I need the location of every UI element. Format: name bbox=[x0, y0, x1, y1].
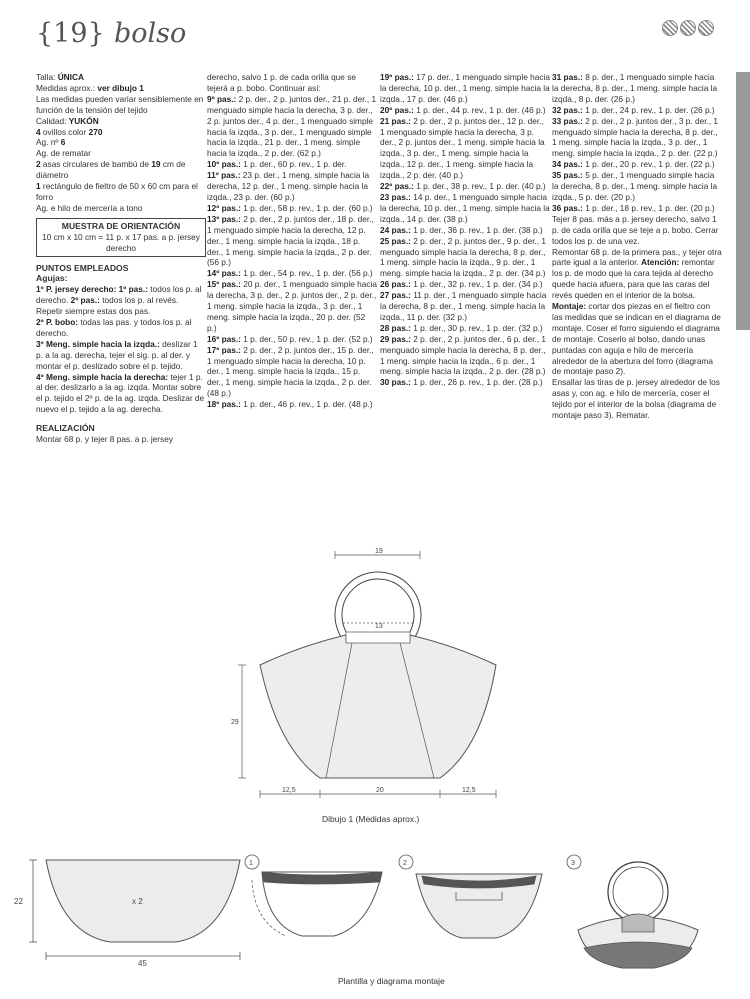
row-instruction: 36 pas.: 1 p. der., 18 p. rev., 1 p. der. (20 p.) bbox=[552, 202, 715, 213]
template-height-label: 22 bbox=[14, 897, 23, 906]
yarn-ball-icon bbox=[680, 20, 696, 36]
gauge-box bbox=[36, 218, 206, 257]
row-instruction: 23 pas.: 14 p. der., 1 menguado simple hacia la derecha, 10 p. der., 1 meng. simple hacia la izqda., 14 p. der. (38 p.) bbox=[380, 191, 550, 224]
stitch-3: 3º Meng. simple hacia la izqda.: deslizar 1 p. a la ag. derecha, tejer el sig. p. al der. y montar el p. deslizado sobre el p. tejido. bbox=[36, 338, 198, 371]
column-rows-a bbox=[207, 72, 377, 410]
step1-label: 1 bbox=[249, 860, 253, 867]
stitch-4: 4º Meng. simple hacia la derecha: tejer 1 p. al der. deslizarlo a la ag. izqda. Montar sobre el p. tejido el 2º p. de la ag. izqda. Deslizar de nuevo el p. tejido a la ag. derecha. bbox=[36, 371, 205, 415]
template-diagram bbox=[14, 852, 718, 974]
second-part-instruction: Remontar 68 p. de la primera pas., y tejer otra parte igual a la anterior. Atención: remontar los p. de modo que la cara tejida al derecho quede hacia afuera, para que las caras del revés queden en el interior de la bolsa. bbox=[552, 246, 722, 301]
size-line: Talla: ÚNICA bbox=[36, 72, 84, 82]
row-instruction: 21 pas.: 2 p. der., 2 p. juntos der., 12 p. der., 1 menguado simple hacia la derecha, 3 p. der., 2 p. juntos der., 1 meng. simple hacia la izqda., 3 p. der., 1 meng. simple hacia la izqda., 12 p. der., 1 meng. simple hacia la izqda., 2 p. der. (40 p.) bbox=[380, 115, 545, 181]
pattern-title: bolso bbox=[114, 18, 187, 49]
yarn-ball-icon bbox=[698, 20, 714, 36]
dim-inner-label: 13 bbox=[375, 623, 383, 630]
dim-mid-label: 20 bbox=[376, 787, 384, 794]
row-instruction: 29 pas.: 2 p. der., 2 p. juntos der., 6 p. der., 1 menguado simple hacia la derecha, 8 p. der., 1 meng. simple hacia la izqda., 6 p. der., 1 meng. simple hacia la izqda., 2 p. der. (28 p.) bbox=[380, 333, 547, 377]
finish-instruction: Tejer 8 pas. más a p. jersey derecho, salvo 1 p. de cada orilla que se teje a p. bobo. Cerrar todos los p. de una vez. bbox=[552, 213, 719, 246]
felt-line: 1 rectángulo de fieltro de 50 x 60 cm para el forro bbox=[36, 181, 198, 202]
row-instruction: 15º pas.: 20 p. der., 1 menguado simple hacia la derecha, 3 p. der., 2 p. juntos der., 2 p. der., 1 meng. simple hacia la izqda., 3 p. der., 1 meng. simple hacia la izqda., 20 p. der. (52 p.) bbox=[207, 279, 378, 333]
gauge-title: MUESTRA DE ORIENTACIÓN bbox=[61, 220, 181, 231]
dim-left-label: 12,5 bbox=[282, 787, 296, 794]
row-instruction: 26 pas.: 1 p. der., 32 p. rev., 1 p. der. (34 p.) bbox=[380, 279, 543, 290]
row-intro: derecho, salvo 1 p. de cada orilla que se tejerá a p. bobo. Continuar así: bbox=[207, 72, 356, 93]
step3-handle bbox=[608, 862, 668, 922]
row-instruction: 24 pas.: 1 p. der., 36 p. rev., 1 p. der. (38 p.) bbox=[380, 224, 543, 235]
template-multiplier: x 2 bbox=[132, 897, 143, 906]
step2-label: 2 bbox=[403, 860, 407, 867]
page-side-tab bbox=[736, 72, 750, 330]
row-instruction: 14º pas.: 1 p. der., 54 p. rev., 1 p. der. (56 p.) bbox=[207, 268, 373, 279]
row-instruction: 18º pas.: 1 p. der., 46 p. rev., 1 p. der. (48 p.) bbox=[207, 399, 373, 410]
needles-subtitle: Agujas: bbox=[36, 273, 68, 284]
stitches-title: PUNTOS EMPLEADOS bbox=[36, 262, 129, 273]
row-instruction: 17º pas.: 2 p. der., 2 p. juntos der., 15 p. der., 1 menguado simple hacia la derecha, 10 p. der., 1 meng. simple hacia la izqda., 15 p. der., 1 meng. simple hacia la izqda., 2 p. der. (48 p.) bbox=[207, 344, 374, 399]
row-instruction: 27 pas.: 11 p. der., 1 menguado simple hacia la derecha, 8 p. der., 1 meng. simple hacia la izqda., 11 p. der. (32 p.) bbox=[380, 290, 547, 322]
sewing-needle-line: Ag. e hilo de mercería a tono bbox=[36, 202, 143, 213]
yarn-quality: Calidad: YUKÓN bbox=[36, 115, 99, 126]
needle-size: Ag. nº 6 bbox=[36, 137, 66, 148]
column-rows-b bbox=[380, 72, 550, 388]
template-width-label: 45 bbox=[138, 959, 147, 968]
assembly-instruction: Montaje: cortar dos piezas en el fieltro con las medidas que se indican en el diagrama de montaje. Coser el forro siguiendo el diagrama de montaje. Coserlo al bolso, dando unas puntadas con aguja e hilo de mercería alrededor de la abertura del forro (diagrama de montaje paso 2). bbox=[552, 301, 721, 377]
row-instruction: 20º pas.: 1 p. der., 44 p. rev., 1 p. der. (46 p.) bbox=[380, 104, 546, 115]
row-instruction: 13º pas.: 2 p. der., 2 p. juntos der., 18 p. der., 1 menguado simple hacia la derecha, 12 p. der., 1 meng. simple hacia la izqda., 18 p. der., 1 meng. simple hacia la izqda., 2 p. der. (56 p.) bbox=[207, 213, 374, 268]
row-instruction: 12º pas.: 1 p. der., 58 p. rev., 1 p. der. (60 p.) bbox=[207, 202, 373, 213]
row-instruction: 28 pas.: 1 p. der., 30 p. rev., 1 p. der. (32 p.) bbox=[380, 322, 543, 333]
finishing-needle: Ag. de rematar bbox=[36, 148, 91, 159]
dim-height-label: 29 bbox=[231, 719, 239, 726]
felt-template bbox=[46, 860, 240, 942]
gauge-text: 10 cm x 10 cm = 11 p. x 17 pas. a p. jersey derecho bbox=[42, 231, 200, 253]
column-rows-c bbox=[552, 72, 722, 421]
handles-line: 2 asas circulares de bambú de 19 cm de diámetro bbox=[36, 159, 186, 181]
yarn-ball-icon bbox=[662, 20, 678, 36]
row-instruction: 22º pas.: 1 p. der., 38 p. rev., 1 p. der. (40 p.) bbox=[380, 181, 546, 192]
row-instruction: 32 pas.: 1 p. der., 24 p. rev., 1 p. der. (26 p.) bbox=[552, 104, 715, 115]
measures-note: Las medidas pueden variar sensiblemente en función de la tensión del tejido bbox=[36, 93, 204, 115]
row-instruction: 33 pas.: 2 p. der., 2 p. juntos der., 3 p. der., 1 menguado simple hacia la derecha, 8 p. der., 1 meng. simple hacia la izqda., 3 p. der., 1 meng. simple hacia la izqda., 2 p. der. (22 p.) bbox=[552, 115, 719, 159]
column-materials bbox=[36, 72, 206, 445]
template-caption: Plantilla y diagrama montaje bbox=[338, 976, 445, 986]
row-instruction: 10º pas.: 1 p. der., 60 p. rev., 1 p. der. bbox=[207, 159, 347, 170]
step3-label: 3 bbox=[571, 860, 575, 867]
yarn-amount: 4 ovillos color 270 bbox=[36, 126, 103, 137]
row-instruction: 31 pas.: 8 p. der., 1 menguado simple hacia la derecha, 8 p. der., 1 meng. simple hacia la izqda., 8 p. der. (26 p.) bbox=[552, 72, 718, 104]
row-instruction: 16º pas.: 1 p. der., 50 p. rev., 1 p. der. (52 p.) bbox=[207, 333, 373, 344]
row-instruction: 19º pas.: 17 p. der., 1 menguado simple hacia la derecha, 10 p. der., 1 meng. simple hacia la izqda., 17 p. der. (46 p.) bbox=[380, 72, 551, 104]
handle-instruction: Ensallar las tiras de p. jersey alrededor de los asas y, con ag. e hilo de mercería, coser el tejido por el interior de la bolsa (diagrama de montaje paso 3). Rematar. bbox=[552, 377, 720, 421]
stitch-1: 1º P. jersey derecho: 1º pas.: todos los p. al derecho. 2º pas.: todos los p. al revés. Repetir siempre estas dos pas. bbox=[36, 284, 202, 317]
pattern-number: {19} bbox=[36, 18, 105, 49]
drawing1-caption: Dibujo 1 (Medidas aprox.) bbox=[322, 814, 420, 824]
realization-title: REALIZACIÓN bbox=[36, 423, 95, 434]
difficulty-indicator bbox=[662, 20, 714, 36]
row-instruction: 34 pas.: 1 p. der., 20 p. rev., 1 p. der. (22 p.) bbox=[552, 159, 715, 170]
measures-line: Medidas aprox.: ver dibujo 1 bbox=[36, 82, 144, 93]
row-instruction: 30 pas.: 1 p. der., 26 p. rev., 1 p. der. (28 p.) bbox=[380, 377, 543, 388]
dim-top-label: 19 bbox=[375, 548, 383, 555]
row-instruction: 11º pas.: 23 p. der., 1 meng. simple hacia la derecha, 12 p. der., 1 meng. simple hacia la izqda., 23 p. der. (60 p.) bbox=[207, 170, 370, 202]
row-instruction: 25 pas.: 2 p. der., 2 p. juntos der., 9 p. der., 1 menguado simple hacia la derecha, 8 p. der., 1 meng. simple hacia la izqda., 9 p. der., 1 meng. simple hacia la izqda., 2 p. der. (34 p.) bbox=[380, 235, 547, 279]
dim-right-label: 12,5 bbox=[462, 787, 476, 794]
realization-text: Montar 68 p. y tejer 8 pas. a p. jersey bbox=[36, 434, 173, 445]
stitch-2: 2º P. bobo: todas las pas. y todos los p. al derecho. bbox=[36, 317, 192, 338]
row-instruction: 9º pas.: 2 p. der., 2 p. juntos der., 21 p. der., 1 menguado simple hacia la derecha, 3 p. der., 2 p. juntos der., 4 p. der., 1 menguado simple hacia la izqda., 3 p. der., 1 menguado simple hacia la izqda., 21 p. der., 1 meng. simple hacia la izqda., 2 p. der. (62 p.) bbox=[207, 93, 377, 159]
bag-drawing bbox=[230, 548, 520, 810]
bag-body bbox=[260, 635, 496, 778]
row-instruction: 35 pas.: 5 p. der., 1 menguado simple hacia la derecha, 8 p. der., 1 meng. simple hacia la izqda., 5 p. der. (20 p.) bbox=[552, 170, 718, 202]
